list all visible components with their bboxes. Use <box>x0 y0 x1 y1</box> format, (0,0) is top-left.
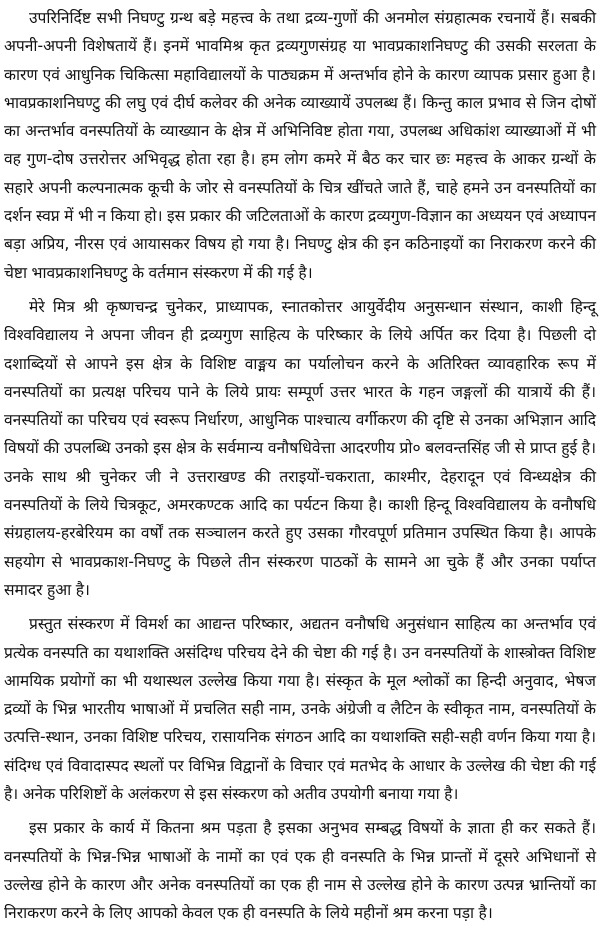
paragraph-1: उपरिनिर्दिष्ट सभी निघण्टु ग्रन्थ बड़े महत्त्व के तथा द्रव्य-गुणों की अनमोल संग्रहात्मक रचनायें हैं। सबकी अपनी-अपनी विशेषतायें हैं। इनमें भावमिश्र कृत द्रव्यगुणसंग्रह या भावप्रकाशनिघण्टु की उसकी सरलता के कारण एवं आधुनिक चिकित्सा महाविद्यालयों के पाठ्यक्रम में अन्तर्भाव होने के कारण व्यापक प्रसार हुआ है। भावप्रकाशनिघण्टु की लघु एवं दीर्घ कलेवर की अनेक व्याख्यायें उपलब्ध हैं। किन्तु काल प्रभाव से जिन दोषों का अन्तर्भाव वनस्पतियों के व्याख्यान के क्षेत्र में अभिनिविष्ट होता गया, उपलब्ध अधिकांश व्याख्याओं में भी वह गुण-दोष उत्तरोत्तर अभिवृद्ध होता रहा है। हम लोग कमरे में बैठ कर चार छः महत्त्व के आकर ग्रन्थों के सहारे अपनी कल्पनात्मक कूची के जोर से वनस्पतियों के चित्र खींचते जाते हैं, चाहे हमने उन वनस्पतियों का दर्शन स्वप्न में भी न किया हो। इस प्रकार की जटिलताओं के कारण द्रव्यगुण-विज्ञान का अध्ययन एवं अध्यापन बड़ा अप्रिय, नीरस एवं आयासकर विषय हो गया है। निघण्टु क्षेत्र की इन कठिनाइयों का निराकरण करने की चेष्टा भावप्रकाशनिघण्टु के वर्तमान संस्करण में की गई है। <box>4 9 596 282</box>
paragraph-2: मेरे मित्र श्री कृष्णचन्द्र चुनेकर, प्राध्यापक, स्नातकोत्तर आयुर्वेदीय अनुसन्धान संस्थान, काशी हिन्दू विश्वविद्यालय ने अपना जीवन ही द्रव्यगुण साहित्य के परिष्कार के लिये अर्पित कर दिया है। पिछली दो दशाब्दियों से आपने इस क्षेत्र के विशिष्ट वाङ्मय का पर्यालोचन करने के अतिरिक्त व्यावहारिक रूप में वनस्पतियों का प्रत्यक्ष परिचय पाने के लिये प्रायः सम्पूर्ण उत्तर भारत के गहन जङ्गलों की यात्रायें की हैं। वनस्पतियों का परिचय एवं स्वरूप निर्धारण, आधुनिक पाश्चात्य वर्गीकरण की दृष्टि से उनका अभिज्ञान आदि विषयों की उपलब्धि उनको इस क्षेत्र के सर्वमान्य वनौषधिवेत्ता आदरणीय प्रो० बलवन्तसिंह जी से प्राप्त हुई है। उनके साथ श्री चुनेकर जी ने उत्तराखण्ड की तराइयों-चकराता, काश्मीर, देहरादून एवं विन्ध्यक्षेत्र की वनस्पतियों के लिये चित्रकूट, अमरकण्टक आदि का पर्यटन किया है। काशी हिन्दू विश्वविद्यालय के वनौषधि संग्रहालय-हरबेरियम का वर्षों तक सञ्चालन करते हुए उसका गौरवपूर्ण प्रतिमान उपस्थित किया है। आपके सहयोग से भावप्रकाश-निघण्टु के पिछले तीन संस्करण पाठकों के सामने आ चुके हैं और उनका पर्याप्त समादर हुआ है। <box>4 297 596 599</box>
paragraph-4: इस प्रकार के कार्य में कितना श्रम पड़ता है इसका अनुभव सम्बद्ध विषयों के ज्ञाता ही कर सकते हैं। वनस्पतियों के भिन्न-भिन्न भाषाओं के नामों का एवं एक ही वनस्पति के भिन्न प्रान्तों में दूसरे अभिधानों से उल्लेख होने के कारण और अनेक वनस्पतियों का एक ही नाम से उल्लेख होने के कारण उत्पन्न भ्रान्तियों का निराकरण करने के लिए आपको केवल एक ही वनस्पति के लिये महीनों श्रम करना पड़ा है। <box>4 819 596 923</box>
paragraph-3: प्रस्तुत संस्करण में विमर्श का आद्यन्त परिष्कार, अद्यतन वनौषधि अनुसंधान साहित्य का अन्तर्भाव एवं प्रत्येक वनस्पति का यथाशक्ति असंदिग्ध परिचय देने की चेष्टा की गई है। उन वनस्पतियों के शास्त्रोक्त विशिष्ट आमयिक प्रयोगों का भी यथास्थल उल्लेख किया गया है। संस्कृत के मूल श्लोकों का हिन्दी अनुवाद, भेषज द्रव्यों के भिन्न भारतीय भाषाओं में प्रचलित सही नाम, उनके अंग्रेजी व लैटिन के स्वीकृत नाम, वनस्पतियों के उत्पत्ति-स्थान, उनका विशिष्ट परिचय, रासायनिक संगठन आदि का यथाशक्ति सही-सही वर्णन किया गया है। संदिग्ध एवं विवादास्पद स्थलों पर विभिन्न विद्वानों के विचार एवं मतभेद के आधार के उल्लेख की चेष्टा की गई है। अनेक परिशिष्टों के अलंकरण से इस संस्करण को अतीव उपयोगी बनाया गया है। <box>4 615 596 804</box>
